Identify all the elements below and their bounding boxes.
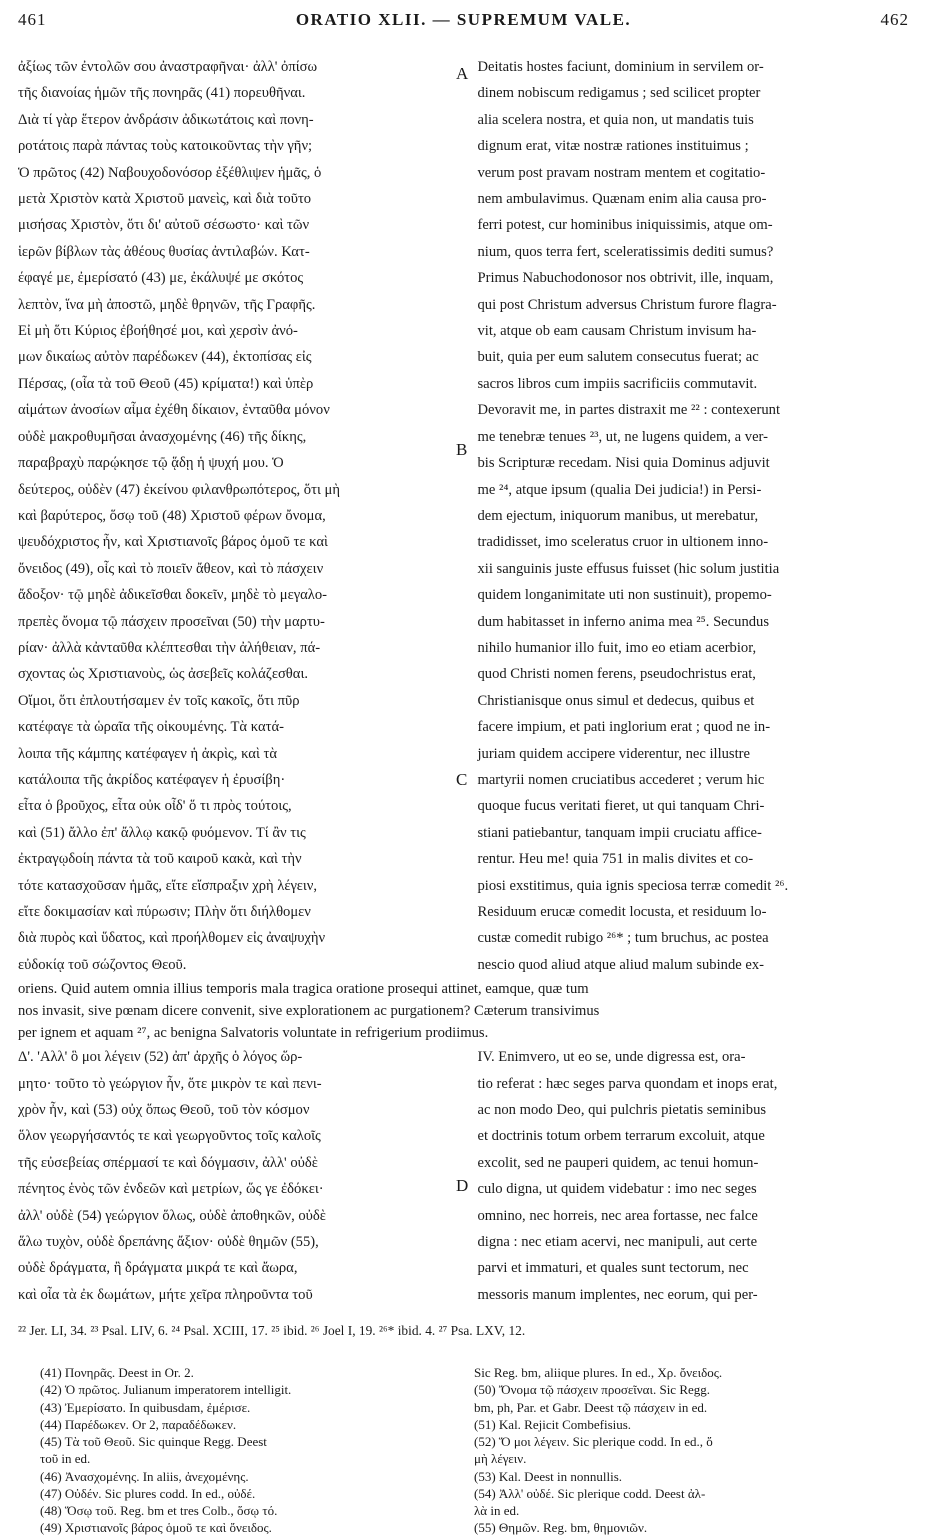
- page-header: [18, 10, 909, 54]
- text-line: ἄδοξον· τῷ μηδὲ ἀδικεῖσθαι δοκεῖν, μηδὲ τὸ μεγαλο-: [18, 587, 328, 604]
- text-line: ἐκτραγῳδοίη πάντα τὰ τοῦ καιροῦ κακὰ, καὶ τὴν: [18, 851, 302, 868]
- text-line: ἀλλ' οὐδὲ (54) γεώργιον ὅλως, οὐδὲ ἀποθηκῶν, οὐδὲ: [18, 1207, 326, 1224]
- footnote: (50) Ὄνομα τῷ πάσχειν προσεῖναι. Sic Regg.: [474, 1382, 711, 1398]
- text-line: χρὸν ἦν, καὶ (53) οὐχ ὅπως Θεοῦ, τοῦ τὸν κόσμον: [18, 1102, 310, 1119]
- greek-column-2: [18, 1044, 471, 1308]
- text-line: quod Christi nomen ferens, pseudochristus erat,: [477, 666, 756, 683]
- text-line: διὰ πυρὸς καὶ ὕδατος, καὶ προήλθομεν εἰς ἀναψυχὴν: [18, 930, 326, 947]
- text-line: λεπτὸν, ἵνα μὴ ἀποστῶ, μηδὲ θρηνῶν, τῆς Γραφῆς.: [18, 296, 316, 313]
- text-line: digna : nec etiam acervi, nec manipuli, aut certe: [477, 1234, 758, 1251]
- text-line: Οἴμοι, ὅτι ἐπλουτήσαμεν ἐν τοῖς κακοῖς, ὅτι πῦρ: [18, 692, 300, 709]
- latin-column-2: [471, 1044, 909, 1308]
- text-line: piosi exstitimus, quia ignis speciosa terræ comedit ²⁶.: [477, 877, 789, 894]
- full-width-paragraph: [18, 978, 909, 1044]
- text-line: et doctrinis totum orbem terrarum excoluit, atque: [477, 1128, 765, 1145]
- text-line: sacros libros cum impiis sacrificiis commutavit.: [477, 375, 758, 392]
- text-line: έφαγέ με, ἐμερίσατό (43) με, ἐκάλυψέ με σκότος: [18, 270, 304, 287]
- footnote: (46) Ἀνασχομένης. In aliis, ἀνεχομένης.: [40, 1468, 249, 1484]
- text-line: qui post Christum adversus Christum furore flagra-: [477, 296, 777, 313]
- text-line: me tenebræ tenues ²³, ut, ne lugens quidem, a ver-: [477, 428, 768, 445]
- text-line: παραβραχὺ παρῴκησε τῷ ᾅδῃ ἡ ψυχή μου. Ὁ: [18, 455, 284, 472]
- text-line: ροτάτοις παρὰ πάντας τοὺς κατοικοῦντας τὴν γῆν;: [18, 138, 313, 155]
- text-line: μων δικαίως αὐτὸν παρέδωκεν (44), ἐκτοπίσας εἰς: [18, 349, 312, 366]
- text-line: stiani patiebantur, tanquam impii cruciatu affice-: [477, 824, 762, 841]
- text-line: καὶ (51) ἄλλο ἐπ' ἄλλῳ κακῷ φυόμενον. Τί ἂν τις: [18, 824, 306, 841]
- footnotes-right-column: [466, 1364, 906, 1536]
- text-line: Ὁ πρῶτος (42) Ναβουχοδονόσορ ἐξέθλιψεν ἡμᾶς, ὁ: [18, 164, 322, 181]
- text-line: Πέρσας, (οἷα τὰ τοῦ Θεοῦ (45) κρίματα!) καὶ ὑπὲρ: [18, 375, 314, 392]
- footnote: (55) Θημῶν. Reg. bm, θημονιῶν.: [474, 1520, 648, 1536]
- text-line: μετὰ Χριστὸν κατὰ Χριστοῦ μανεὶς, καὶ διὰ τοῦτο: [18, 191, 312, 208]
- text-line: tio referat : hæc seges parva quondam et inops erat,: [477, 1075, 778, 1092]
- text-line: εἴτε δοκιμασίαν καὶ πύρωσιν; Πλὴν ὅτι διήλθομεν: [18, 904, 311, 920]
- scripture-references: ²² Jer. LI, 34. ²³ Psal. LIV, 6. ²⁴ Psal. XCIII, 17. ²⁵ ibid. ²⁶ Joel I, 19. ²⁶* ibid. 4. ²⁷ Psa. LXV, 12.: [18, 1323, 526, 1339]
- footnote: (54) Ἀλλ' οὐδέ. Sic plerique codd. Deest ἀλ-: [474, 1485, 706, 1501]
- text-line: Deitatis hostes faciunt, dominium in servilem or-: [477, 59, 764, 75]
- footnotes-left-column: [18, 1364, 466, 1536]
- text-line: οὐδὲ μακροθυμῆσαι ἀνασχομένης (46) τῆς δίκης,: [18, 428, 307, 445]
- two-column-text: [18, 54, 909, 978]
- footnote: λὰ in ed.: [474, 1502, 520, 1518]
- text-line: dinem nobiscum redigamus ; sed scilicet propter: [477, 85, 761, 102]
- footnote: (45) Τὰ τοῦ Θεοῦ. Sic quinque Regg. Deest: [40, 1434, 267, 1450]
- text-line: me ²⁴, atque ipsum (qualia Dei judicia!) in Persi-: [477, 481, 762, 498]
- text-line: nihilo humanior illo fuit, imo eo etiam acerbior,: [477, 639, 757, 656]
- text-line: nium, quos terra fert, sceleratissimis dediti sumus?: [477, 243, 774, 260]
- footnote: (41) Πονηρᾶς. Deest in Or. 2.: [40, 1365, 194, 1381]
- margin-letter-d: D: [456, 1176, 469, 1195]
- text-line: excolit, sed ne pauperi quidem, ac tenui homun-: [477, 1154, 759, 1171]
- text-line: Christianisque onus simul et dedecus, quibus et: [477, 692, 755, 709]
- text-line: IV. Enimvero, ut eo se, unde digressa est, ora-: [477, 1049, 746, 1066]
- text-line: ὅλον γεωργήσαντός τε καὶ γεωργοῦντος τοῖς καλοῖς: [18, 1128, 321, 1145]
- page-number-left: 461: [18, 10, 47, 29]
- text-line: tradidisset, imo sceleratus cruor in ultionem inno-: [477, 534, 769, 551]
- text-line: λοιπα τῆς κάμπης κατέφαγεν ἡ ἀκρὶς, καὶ τὰ: [18, 745, 278, 762]
- text-line: Primus Nabuchodonosor nos obtrivit, ille, inquam,: [477, 270, 774, 287]
- text-line: Διὰ τί γὰρ ἕτερον ἀνδράσιν ἀδικωτάτοις καὶ πονη-: [18, 111, 314, 128]
- text-line: οὐδὲ δράγματα, ἢ δράγματα μικρά τε καὶ ἄωρα,: [18, 1260, 298, 1277]
- text-line: κατέφαγε τὰ ὡραῖα τῆς οἰκουμένης. Τὰ κατά-: [18, 719, 284, 736]
- text-line: Εἰ μὴ ὅτι Κύριος ἐβοήθησέ μοι, καὶ χερσὶν ἀνό-: [18, 323, 298, 340]
- text-line: Residuum erucæ comedit locusta, et residuum lo-: [477, 904, 767, 920]
- footnote: (43) Ἐμερίσατο. In quibusdam, ἐμέρισε.: [40, 1399, 251, 1415]
- text-line: κατάλοιπα τῆς ἀκρίδος κατέφαγεν ἡ ἐρυσίβη·: [18, 771, 286, 788]
- text-line: τῆς διανοίας ἡμῶν τῆς πονηρᾶς (41) πορευθῆναι.: [18, 85, 306, 102]
- footnote: (51) Kal. Rejicit Combefisius.: [474, 1416, 632, 1432]
- text-line: μισήσας Χριστὸν, ὅτι δι' αὐτοῦ σέσωστο· καὶ τῶν: [18, 217, 310, 234]
- text-line: Δ'. 'Αλλ' ὃ μοι λέγειν (52) ἀπ' ἀρχῆς ὁ λόγος ὥρ-: [18, 1049, 303, 1066]
- text-line: verum post pravam nostram mentem et cogitatio-: [477, 164, 766, 181]
- footnote: (44) Παρέδωκεν. Or 2, παραδέδωκεν.: [40, 1416, 237, 1432]
- text-line: alia scelera nostra, et quia non, ut mandatis tuis: [477, 111, 754, 128]
- text-line: omnino, nec horreis, nec area fortasse, nec falce: [477, 1207, 758, 1224]
- text-line: dignum erat, vitæ nostræ rationes instituimus ;: [477, 138, 749, 155]
- text-line: per ignem et aquam ²⁷, ac benigna Salvatoris voluntate in refrigerium prodiimus.: [18, 1025, 489, 1042]
- text-line: τῆς εὐσεβείας σπέρμασί τε καὶ δόγμασιν, ἀλλ' οὐδὲ: [18, 1154, 318, 1171]
- footnote: (42) Ὁ πρῶτος. Julianum imperatorem intelligit.: [40, 1382, 292, 1398]
- footnotes: [18, 1364, 909, 1536]
- footnote: (53) Kal. Deest in nonnullis.: [474, 1468, 623, 1484]
- footnote: Sic Reg. bm, aliique plures. In ed., Χρ. ὄνειδος.: [474, 1365, 723, 1381]
- text-line: ac non modo Deo, qui pulchris pietatis seminibus: [477, 1102, 767, 1119]
- footnote: (52) Ὅ μοι λέγειν. Sic plerique codd. In ed., ὅ: [474, 1434, 713, 1450]
- text-line: εὐδοκίᾳ τοῦ σώζοντος Θεοῦ.: [18, 956, 187, 973]
- text-line: ἅλω τυχὸν, οὐδὲ δρεπάνης ἄξιον· οὐδὲ θημῶν (55),: [18, 1234, 319, 1251]
- text-line: martyrii nomen cruciatibus accederet ; verum hic: [477, 771, 765, 788]
- text-line: nescio quod aliud atque aliud malum subinde ex-: [477, 956, 765, 973]
- footnote: μὴ λέγειν.: [474, 1451, 527, 1467]
- text-line: ferri potest, cur hominibus iniquissimis, atque om-: [477, 217, 773, 234]
- footnote: (49) Χριστιανοῖς βάρος ὁμοῦ τε καὶ ὄνειδος.: [40, 1520, 272, 1536]
- footnote: (48) Ὅσῳ τοῦ. Reg. bm et tres Colb., ὅσῳ τό.: [40, 1502, 278, 1518]
- text-line: σχοντας ὡς Χριστιανοὺς, ὡς ἀσεβεῖς κολάζεσθαι.: [18, 666, 309, 683]
- text-line: Devoravit me, in partes distraxit me ²² : contexerunt: [477, 402, 781, 419]
- text-line: xii sanguinis juste effusus fuisset (hic solum justitia: [477, 560, 780, 577]
- text-line: μητο· τοῦτο τὸ γεώργιον ἦν, ὅτε μικρὸν τε καὶ πενι-: [18, 1075, 322, 1092]
- text-line: facere impium, et pati inglorium erat ; quod ne in-: [477, 719, 771, 736]
- text-line: vit, atque ob eam causam Christum invisum ha-: [477, 323, 757, 340]
- text-line: quoque fucus veritati fieret, ut qui tanquam Chri-: [477, 798, 765, 815]
- footnote: (47) Οὐδέν. Sic plures codd. In ed., οὐδέ.: [40, 1485, 256, 1501]
- text-line: εἶτα ὁ βροῦχος, εἶτα οὐκ οἶδ' ὅ τι πρὸς τούτοις,: [18, 798, 292, 815]
- text-line: culo digna, ut quidem videbatur : imo nec seges: [477, 1181, 757, 1198]
- text-line: nem ambulavimus. Quænam enim alia causa pro-: [477, 191, 767, 208]
- running-title: ORATIO XLII. — SUPREMUM VALE.: [295, 10, 632, 29]
- text-line: dem ejectum, iniquorum manibus, ut merebatur,: [477, 507, 759, 524]
- text-line: oriens. Quid autem omnia illius temporis mala tragica oratione prosequi attinet, eamque, quæ tum: [18, 981, 589, 998]
- text-line: parvi et immaturi, et quales sunt tectorum, nec: [477, 1260, 749, 1277]
- text-line: πρεπὲς ὄνομα τῷ πάσχειν προσεῖναι (50) τὴν μαρτυ-: [18, 613, 325, 630]
- text-line: ἀξίως τῶν ἐντολῶν σου ἀναστραφῆναι· ἀλλ' ὀπίσω: [18, 59, 318, 75]
- text-line: dum habitasset in inferno anima mea ²⁵. Secundus: [477, 613, 770, 630]
- margin-letter-c: C: [456, 770, 468, 789]
- text-line: τότε κατασχοῦσαν ἡμᾶς, εἴτε εἴσπραξιν χρὴ λέγειν,: [18, 877, 318, 894]
- text-line: δεύτερος, οὐδὲν (47) ἐκείνου φιλανθρωπότερος, ὅτι μὴ: [18, 481, 340, 498]
- text-line: messoris manum implentes, nec eorum, qui per-: [477, 1286, 758, 1303]
- text-line: ὄνειδος (49), οἷς καὶ τὸ ποιεῖν ἄθεον, καὶ τὸ πάσχειν: [18, 560, 324, 577]
- page-number-right: 462: [880, 10, 909, 29]
- text-line: custæ comedit rubigo ²⁶* ; tum bruchus, ac postea: [477, 930, 769, 947]
- text-line: ρίαν· ἀλλὰ κἀνταῦθα κλέπτεσθαι τὴν ἀλήθειαν, πά-: [18, 639, 321, 656]
- greek-column: [18, 54, 471, 978]
- margin-letter-b: B: [456, 440, 468, 459]
- text-line: quidem longanimitate uti non sustinuit), propemo-: [477, 587, 772, 604]
- footnote: τοῦ in ed.: [40, 1451, 91, 1467]
- text-line: ἱερῶν βίβλων τὰς ἀθέους θυσίας ἀντιλαβών. Κατ-: [18, 243, 310, 260]
- margin-letter-a: A: [456, 64, 469, 83]
- latin-column: [471, 54, 909, 978]
- text-line: buit, quia per eum salutem consecutus fuerat; ac: [477, 349, 759, 366]
- text-line: juriam quidem accipere viderentur, nec illustre: [477, 745, 750, 762]
- text-line: αἱμάτων ἀνοσίων αἷμα ἐχέθη δίκαιον, ἐνταῦθα μόνον: [18, 402, 330, 419]
- text-line: καὶ βαρύτερος, ὅσῳ τοῦ (48) Χριστοῦ φέρων ὄνομα,: [18, 507, 326, 524]
- text-line: nos invasit, sive pœnam dicere convenit, sive explorationem ac purgationem? Cæterum transivimus: [18, 1003, 600, 1020]
- text-line: rentur. Heu me! quia 751 in malis divites et co-: [477, 851, 754, 868]
- text-line: bis Scripturæ recedam. Nisi quia Dominus adjuvit: [477, 455, 770, 472]
- text-line: ψευδόχριστος ἦν, καὶ Χριστιανοῖς βάρος ὁμοῦ τε καὶ: [18, 534, 328, 551]
- text-line: καὶ οἷα τὰ ἐκ δωμάτων, μήτε χεῖρα πληροῦντα τοῦ: [18, 1286, 313, 1303]
- footnote: bm, ph, Par. et Gabr. Deest τῷ πάσχειν in ed.: [474, 1399, 708, 1415]
- text-line: πένητος ἑνὸς τῶν ἐνδεῶν καὶ μετρίων, ὥς γε ἐδόκει·: [18, 1181, 324, 1198]
